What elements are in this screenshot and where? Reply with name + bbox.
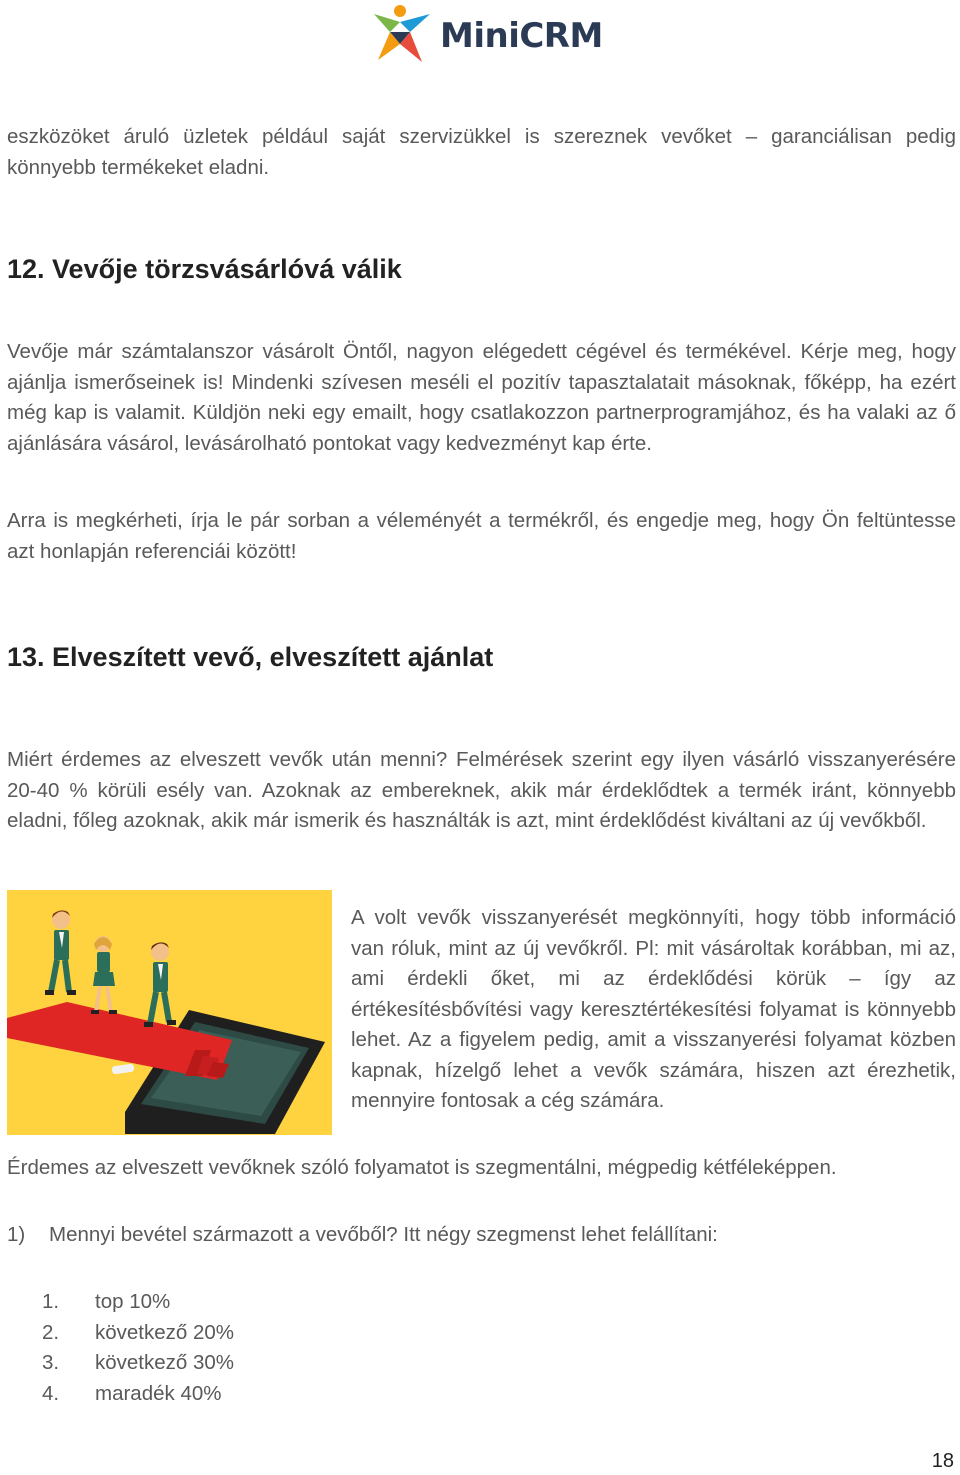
question-number: 1): [7, 1223, 26, 1246]
list-item-number: 4.: [42, 1381, 60, 1405]
list-item: [42, 1348, 234, 1379]
list-item: [42, 1318, 234, 1349]
list-item-number: 2.: [42, 1320, 60, 1344]
list-item: [42, 1379, 234, 1410]
list-item-number: 1.: [42, 1290, 60, 1313]
person-star-logo-icon: [370, 2, 436, 66]
list-item-label: maradék 40%: [95, 1381, 222, 1405]
list-item: [42, 1287, 234, 1318]
minicrm-logo: [370, 2, 603, 66]
page-number: 18: [931, 1450, 954, 1472]
section-13-paragraph-1: Miért érdemes az elveszett vevők után menni? Felmérések szerint egy ilyen vásárló visszanyerésére 20-40 % körüli esély van. Azoknak az embereknek, akik már érdeklődtek a termék iránt, könnyebb eladni, főleg azoknak, akik már ismerik és használták is azt, mint érdeklődést kiváltani az új vevőkből.: [7, 748, 956, 832]
list-item-label: következő 20%: [95, 1320, 235, 1344]
section-13-heading: 13. Elveszített vevő, elveszített ajánlat: [7, 642, 494, 672]
section-12-paragraph-2: Arra is megkérheti, írja le pár sorban a véleményét a termékről, és engedje meg, hogy Ön feltüntesse azt honlapján referenciái között!: [7, 509, 956, 563]
list-item-label: következő 30%: [95, 1351, 235, 1374]
people-walking-red-carpet-into-smartphone-illustration: [7, 890, 332, 1135]
logo-text: MiniCRM: [440, 16, 603, 56]
list-item-number: 3.: [42, 1351, 60, 1374]
section-13-paragraph-3: Érdemes az elveszett vevőknek szóló folyamatot is szegmentálni, mégpedig kétféleképpen.: [7, 1156, 837, 1179]
section-12-heading: 12. Vevője törzsvásárlóvá válik: [7, 254, 402, 284]
segment-list: [42, 1287, 234, 1409]
section-12-paragraph-1: Vevője már számtalanszor vásárolt Öntől, nagyon elégedett cégével és termékével. Kérje meg, hogy ajánlja ismerőseinek is! Mindenki szívesen meséli el pozitív tapasztalatait másoknak, főképp, ha ezért még kap is valamit. Küldjön neki egy emailt, hogy csatlakozzon partnerprogramjához, és ha valaki az ő ajánlására vásárol, levásárolható pontokat vagy kedvezményt kap érte.: [7, 340, 956, 455]
list-item-label: top 10%: [95, 1290, 171, 1313]
intro-paragraph: eszközöket áruló üzletek például saját szervizükkel is szereznek vevőket – garanciálisan pedig könnyebb termékeket eladni.: [7, 125, 956, 179]
question-text: Mennyi bevétel származott a vevőből? Itt négy szegmenst lehet felállítani:: [49, 1223, 718, 1246]
section-13-paragraph-2: A volt vevők visszanyerését megkönnyíti, hogy több információ van róluk, mint az új vevőkről. Pl: mit vásároltak korábban, mi az, ami érdekli őket, mi az érdeklődési körük – így az értékesítésbővítési vagy keresztértékesítési folyamat is könnyebb lehet. Az a figyelem pedig, amit a visszanyerési folyamat közben kapnak, hízelgő lehet a vevők számára, hiszen azt érezhetik, mennyire fontosak a cég számára.: [351, 906, 956, 1112]
